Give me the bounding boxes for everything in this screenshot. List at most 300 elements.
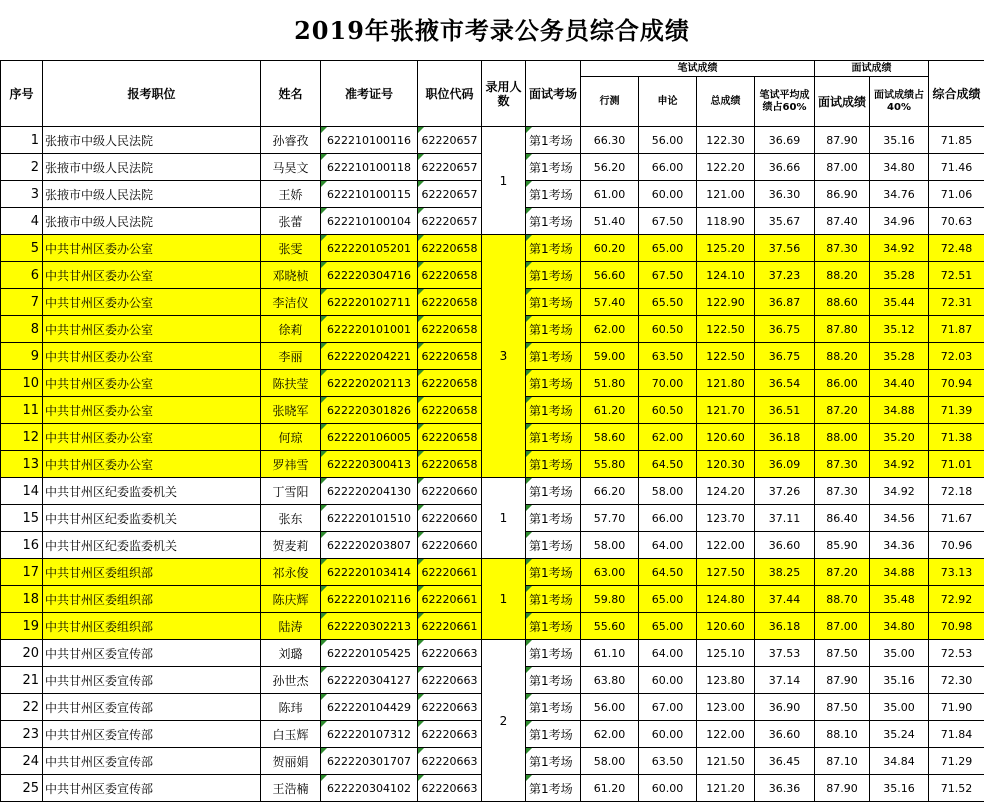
cell-pos-code: 62220657 [418, 127, 482, 154]
cell-final: 71.90 [929, 694, 984, 721]
cell-interview-pct: 34.92 [870, 451, 929, 478]
cell-position: 中共甘州区委办公室 [43, 424, 261, 451]
cell-interview-pct: 34.36 [870, 532, 929, 559]
table-body [1, 127, 984, 802]
cell-position: 张掖市中级人民法院 [43, 208, 261, 235]
cell-xingce: 61.10 [581, 640, 639, 667]
cell-seq: 19 [1, 613, 43, 640]
cell-pos-code: 62220658 [418, 451, 482, 478]
cell-written-total: 127.50 [697, 559, 755, 586]
cell-shenlun: 67.50 [639, 262, 697, 289]
cell-interview: 86.40 [815, 505, 870, 532]
cell-xingce: 55.60 [581, 613, 639, 640]
cell-shenlun: 70.00 [639, 370, 697, 397]
cell-pos-code: 62220658 [418, 262, 482, 289]
page-title: 2019年张掖市考录公务员综合成绩 [0, 0, 984, 60]
cell-interview-pct: 35.16 [870, 667, 929, 694]
cell-name: 李丽 [261, 343, 321, 370]
cell-interview-pct: 34.92 [870, 478, 929, 505]
cell-xingce: 56.00 [581, 694, 639, 721]
cell-exam-no: 622220304102 [321, 775, 418, 802]
cell-interview-pct: 34.92 [870, 235, 929, 262]
cell-interview: 87.00 [815, 154, 870, 181]
cell-interview-pct: 35.16 [870, 775, 929, 802]
cell-written-avg: 36.45 [755, 748, 815, 775]
cell-name: 刘璐 [261, 640, 321, 667]
cell-pos-code: 62220660 [418, 532, 482, 559]
cell-pos-code: 62220657 [418, 208, 482, 235]
cell-name: 孙世杰 [261, 667, 321, 694]
cell-pos-code: 62220658 [418, 289, 482, 316]
cell-venue: 第1考场 [526, 721, 581, 748]
cell-seq: 15 [1, 505, 43, 532]
cell-position: 中共甘州区委宣传部 [43, 667, 261, 694]
cell-interview-pct: 35.16 [870, 127, 929, 154]
cell-pos-code: 62220663 [418, 694, 482, 721]
cell-venue: 第1考场 [526, 532, 581, 559]
cell-interview-pct: 35.48 [870, 586, 929, 613]
cell-name: 李洁仪 [261, 289, 321, 316]
cell-written-total: 125.20 [697, 235, 755, 262]
cell-shenlun: 63.50 [639, 343, 697, 370]
cell-xingce: 56.20 [581, 154, 639, 181]
cell-pos-code: 62220658 [418, 235, 482, 262]
cell-shenlun: 60.00 [639, 721, 697, 748]
cell-venue: 第1考场 [526, 316, 581, 343]
header-shenlun: 申论 [639, 77, 697, 127]
cell-exam-no: 622210100104 [321, 208, 418, 235]
cell-written-total: 118.90 [697, 208, 755, 235]
cell-pos-code: 62220663 [418, 667, 482, 694]
cell-name: 祁永俊 [261, 559, 321, 586]
cell-written-total: 120.60 [697, 424, 755, 451]
cell-seq: 7 [1, 289, 43, 316]
cell-pos-code: 62220657 [418, 181, 482, 208]
cell-position: 中共甘州区委办公室 [43, 235, 261, 262]
cell-interview-pct: 35.00 [870, 694, 929, 721]
cell-interview-pct: 35.24 [870, 721, 929, 748]
cell-written-total: 120.60 [697, 613, 755, 640]
cell-shenlun: 64.50 [639, 559, 697, 586]
cell-final: 71.06 [929, 181, 984, 208]
cell-name: 陆涛 [261, 613, 321, 640]
cell-shenlun: 65.50 [639, 289, 697, 316]
cell-exam-no: 622220102711 [321, 289, 418, 316]
cell-position: 张掖市中级人民法院 [43, 127, 261, 154]
cell-exam-no: 622220302213 [321, 613, 418, 640]
cell-exam-no: 622220103414 [321, 559, 418, 586]
cell-interview-pct: 34.40 [870, 370, 929, 397]
cell-final: 71.52 [929, 775, 984, 802]
cell-xingce: 57.40 [581, 289, 639, 316]
cell-exam-no: 622220301826 [321, 397, 418, 424]
cell-final: 72.53 [929, 640, 984, 667]
cell-position: 中共甘州区委办公室 [43, 262, 261, 289]
cell-interview-pct: 35.28 [870, 343, 929, 370]
cell-seq: 4 [1, 208, 43, 235]
cell-written-avg: 36.18 [755, 424, 815, 451]
cell-position: 中共甘州区委组织部 [43, 586, 261, 613]
cell-venue: 第1考场 [526, 181, 581, 208]
cell-written-avg: 37.56 [755, 235, 815, 262]
cell-shenlun: 60.50 [639, 397, 697, 424]
cell-xingce: 61.20 [581, 775, 639, 802]
cell-exam-no: 622220106005 [321, 424, 418, 451]
cell-venue: 第1考场 [526, 343, 581, 370]
cell-exam-no: 622220104429 [321, 694, 418, 721]
cell-seq: 14 [1, 478, 43, 505]
cell-position: 中共甘州区委办公室 [43, 370, 261, 397]
cell-interview-pct: 34.80 [870, 613, 929, 640]
cell-written-total: 121.80 [697, 370, 755, 397]
cell-written-total: 122.50 [697, 316, 755, 343]
cell-written-total: 122.20 [697, 154, 755, 181]
cell-name: 张蕾 [261, 208, 321, 235]
cell-position: 中共甘州区纪委监委机关 [43, 532, 261, 559]
cell-venue: 第1考场 [526, 748, 581, 775]
table-row [1, 640, 984, 667]
cell-pos-code: 62220657 [418, 154, 482, 181]
cell-written-avg: 37.11 [755, 505, 815, 532]
cell-seq: 21 [1, 667, 43, 694]
cell-written-total: 122.30 [697, 127, 755, 154]
cell-written-total: 123.80 [697, 667, 755, 694]
cell-xingce: 60.20 [581, 235, 639, 262]
cell-position: 中共甘州区委宣传部 [43, 721, 261, 748]
cell-pos-code: 62220660 [418, 505, 482, 532]
cell-hires: 2 [482, 640, 526, 802]
cell-name: 罗祎雪 [261, 451, 321, 478]
cell-xingce: 66.30 [581, 127, 639, 154]
header-hires: 录用人数 [482, 61, 526, 127]
cell-venue: 第1考场 [526, 235, 581, 262]
cell-hires: 1 [482, 127, 526, 235]
cell-written-total: 124.20 [697, 478, 755, 505]
cell-name: 徐莉 [261, 316, 321, 343]
cell-written-avg: 36.75 [755, 316, 815, 343]
cell-shenlun: 67.50 [639, 208, 697, 235]
cell-shenlun: 62.00 [639, 424, 697, 451]
cell-exam-no: 622210100115 [321, 181, 418, 208]
cell-seq: 1 [1, 127, 43, 154]
cell-venue: 第1考场 [526, 127, 581, 154]
cell-venue: 第1考场 [526, 397, 581, 424]
cell-exam-no: 622220300413 [321, 451, 418, 478]
header-written-total: 总成绩 [697, 77, 755, 127]
cell-final: 71.67 [929, 505, 984, 532]
cell-interview: 87.00 [815, 613, 870, 640]
cell-venue: 第1考场 [526, 208, 581, 235]
cell-interview: 87.90 [815, 775, 870, 802]
cell-xingce: 63.00 [581, 559, 639, 586]
cell-written-total: 123.00 [697, 694, 755, 721]
cell-interview: 88.70 [815, 586, 870, 613]
cell-written-avg: 36.87 [755, 289, 815, 316]
cell-name: 何琼 [261, 424, 321, 451]
cell-xingce: 57.70 [581, 505, 639, 532]
cell-position: 中共甘州区委宣传部 [43, 640, 261, 667]
cell-xingce: 56.60 [581, 262, 639, 289]
cell-shenlun: 60.00 [639, 775, 697, 802]
cell-name: 陈庆辉 [261, 586, 321, 613]
cell-position: 中共甘州区委宣传部 [43, 748, 261, 775]
cell-interview: 87.80 [815, 316, 870, 343]
cell-xingce: 59.00 [581, 343, 639, 370]
cell-hires: 1 [482, 478, 526, 559]
cell-written-avg: 36.36 [755, 775, 815, 802]
cell-name: 张晓军 [261, 397, 321, 424]
cell-interview: 88.60 [815, 289, 870, 316]
cell-venue: 第1考场 [526, 559, 581, 586]
cell-pos-code: 62220658 [418, 343, 482, 370]
cell-xingce: 51.40 [581, 208, 639, 235]
cell-written-avg: 38.25 [755, 559, 815, 586]
cell-venue: 第1考场 [526, 262, 581, 289]
cell-xingce: 58.60 [581, 424, 639, 451]
cell-final: 71.01 [929, 451, 984, 478]
cell-name: 贺丽娟 [261, 748, 321, 775]
header-interview-score: 面试成绩 [815, 77, 870, 127]
cell-exam-no: 622220101001 [321, 316, 418, 343]
cell-written-avg: 36.69 [755, 127, 815, 154]
cell-written-avg: 37.53 [755, 640, 815, 667]
cell-position: 中共甘州区委办公室 [43, 343, 261, 370]
cell-xingce: 51.80 [581, 370, 639, 397]
cell-seq: 11 [1, 397, 43, 424]
cell-shenlun: 64.00 [639, 532, 697, 559]
cell-final: 70.96 [929, 532, 984, 559]
cell-name: 孙睿孜 [261, 127, 321, 154]
cell-interview: 87.10 [815, 748, 870, 775]
cell-interview: 85.90 [815, 532, 870, 559]
cell-xingce: 58.00 [581, 532, 639, 559]
table-row [1, 478, 984, 505]
cell-interview: 87.20 [815, 397, 870, 424]
header-position: 报考职位 [43, 61, 261, 127]
header-final: 综合成绩 [929, 61, 984, 127]
cell-seq: 16 [1, 532, 43, 559]
cell-written-avg: 37.14 [755, 667, 815, 694]
cell-name: 王娇 [261, 181, 321, 208]
cell-position: 中共甘州区委办公室 [43, 316, 261, 343]
cell-xingce: 61.00 [581, 181, 639, 208]
table-row [1, 559, 984, 586]
header-interview-pct: 面试成绩占40% [870, 77, 929, 127]
cell-pos-code: 62220661 [418, 586, 482, 613]
cell-name: 马昊文 [261, 154, 321, 181]
cell-final: 70.94 [929, 370, 984, 397]
cell-name: 白玉辉 [261, 721, 321, 748]
cell-final: 72.31 [929, 289, 984, 316]
cell-shenlun: 64.50 [639, 451, 697, 478]
cell-final: 72.30 [929, 667, 984, 694]
cell-xingce: 62.00 [581, 721, 639, 748]
cell-written-avg: 36.75 [755, 343, 815, 370]
cell-position: 中共甘州区委宣传部 [43, 694, 261, 721]
cell-interview-pct: 34.84 [870, 748, 929, 775]
cell-final: 72.18 [929, 478, 984, 505]
cell-interview: 87.40 [815, 208, 870, 235]
cell-seq: 22 [1, 694, 43, 721]
cell-interview-pct: 34.88 [870, 559, 929, 586]
cell-position: 中共甘州区委宣传部 [43, 775, 261, 802]
cell-written-total: 121.00 [697, 181, 755, 208]
cell-written-avg: 36.60 [755, 721, 815, 748]
cell-exam-no: 622220105201 [321, 235, 418, 262]
cell-written-avg: 36.30 [755, 181, 815, 208]
cell-exam-no: 622210100116 [321, 127, 418, 154]
cell-written-total: 121.70 [697, 397, 755, 424]
cell-interview: 87.20 [815, 559, 870, 586]
cell-venue: 第1考场 [526, 289, 581, 316]
cell-written-avg: 36.18 [755, 613, 815, 640]
cell-interview: 87.50 [815, 640, 870, 667]
header-interview-group: 面试成绩 [815, 61, 929, 77]
cell-written-total: 120.30 [697, 451, 755, 478]
cell-shenlun: 56.00 [639, 127, 697, 154]
cell-written-avg: 36.51 [755, 397, 815, 424]
cell-name: 贺麦莉 [261, 532, 321, 559]
cell-xingce: 58.00 [581, 748, 639, 775]
header-venue: 面试考场 [526, 61, 581, 127]
cell-final: 71.46 [929, 154, 984, 181]
cell-position: 中共甘州区委组织部 [43, 559, 261, 586]
cell-venue: 第1考场 [526, 667, 581, 694]
cell-pos-code: 62220661 [418, 613, 482, 640]
cell-seq: 25 [1, 775, 43, 802]
cell-shenlun: 58.00 [639, 478, 697, 505]
cell-exam-no: 622220301707 [321, 748, 418, 775]
cell-shenlun: 64.00 [639, 640, 697, 667]
cell-venue: 第1考场 [526, 451, 581, 478]
cell-exam-no: 622220304716 [321, 262, 418, 289]
cell-exam-no: 622220102116 [321, 586, 418, 613]
cell-name: 陈扶莹 [261, 370, 321, 397]
cell-seq: 12 [1, 424, 43, 451]
table-row [1, 127, 984, 154]
cell-final: 71.29 [929, 748, 984, 775]
header-name: 姓名 [261, 61, 321, 127]
cell-interview-pct: 34.80 [870, 154, 929, 181]
cell-venue: 第1考场 [526, 370, 581, 397]
cell-interview-pct: 34.76 [870, 181, 929, 208]
cell-final: 72.03 [929, 343, 984, 370]
cell-final: 71.39 [929, 397, 984, 424]
cell-name: 邓晓桢 [261, 262, 321, 289]
cell-venue: 第1考场 [526, 775, 581, 802]
cell-written-avg: 37.44 [755, 586, 815, 613]
cell-interview-pct: 34.88 [870, 397, 929, 424]
cell-position: 中共甘州区纪委监委机关 [43, 478, 261, 505]
cell-pos-code: 62220663 [418, 775, 482, 802]
cell-interview-pct: 35.28 [870, 262, 929, 289]
cell-seq: 17 [1, 559, 43, 586]
cell-venue: 第1考场 [526, 694, 581, 721]
cell-xingce: 66.20 [581, 478, 639, 505]
cell-xingce: 59.80 [581, 586, 639, 613]
cell-pos-code: 62220658 [418, 397, 482, 424]
cell-final: 71.84 [929, 721, 984, 748]
cell-seq: 2 [1, 154, 43, 181]
cell-seq: 24 [1, 748, 43, 775]
cell-seq: 3 [1, 181, 43, 208]
cell-position: 张掖市中级人民法院 [43, 181, 261, 208]
table-row [1, 235, 984, 262]
header-pos-code: 职位代码 [418, 61, 482, 127]
cell-venue: 第1考场 [526, 613, 581, 640]
cell-shenlun: 63.50 [639, 748, 697, 775]
header-xingce: 行测 [581, 77, 639, 127]
cell-interview-pct: 35.00 [870, 640, 929, 667]
cell-written-total: 124.10 [697, 262, 755, 289]
cell-venue: 第1考场 [526, 640, 581, 667]
cell-name: 张东 [261, 505, 321, 532]
cell-venue: 第1考场 [526, 478, 581, 505]
cell-exam-no: 622220101510 [321, 505, 418, 532]
cell-final: 71.85 [929, 127, 984, 154]
cell-position: 中共甘州区委办公室 [43, 451, 261, 478]
cell-pos-code: 62220661 [418, 559, 482, 586]
cell-final: 72.48 [929, 235, 984, 262]
cell-written-avg: 36.09 [755, 451, 815, 478]
cell-written-total: 121.50 [697, 748, 755, 775]
cell-name: 王浩楠 [261, 775, 321, 802]
cell-pos-code: 62220658 [418, 316, 482, 343]
cell-written-avg: 36.54 [755, 370, 815, 397]
cell-interview: 88.20 [815, 343, 870, 370]
cell-written-total: 122.50 [697, 343, 755, 370]
cell-seq: 6 [1, 262, 43, 289]
cell-exam-no: 622220304127 [321, 667, 418, 694]
cell-written-total: 122.90 [697, 289, 755, 316]
cell-name: 张雯 [261, 235, 321, 262]
cell-name: 丁雪阳 [261, 478, 321, 505]
cell-venue: 第1考场 [526, 424, 581, 451]
cell-interview: 87.90 [815, 127, 870, 154]
cell-position: 中共甘州区纪委监委机关 [43, 505, 261, 532]
cell-seq: 13 [1, 451, 43, 478]
cell-written-avg: 36.60 [755, 532, 815, 559]
cell-interview-pct: 35.20 [870, 424, 929, 451]
cell-written-avg: 36.66 [755, 154, 815, 181]
cell-pos-code: 62220663 [418, 640, 482, 667]
cell-interview-pct: 34.96 [870, 208, 929, 235]
cell-final: 70.98 [929, 613, 984, 640]
cell-shenlun: 67.00 [639, 694, 697, 721]
cell-interview: 87.30 [815, 235, 870, 262]
cell-exam-no: 622210100118 [321, 154, 418, 181]
cell-exam-no: 622220105425 [321, 640, 418, 667]
cell-final: 72.51 [929, 262, 984, 289]
cell-interview-pct: 35.12 [870, 316, 929, 343]
cell-exam-no: 622220202113 [321, 370, 418, 397]
cell-written-total: 125.10 [697, 640, 755, 667]
cell-interview: 88.10 [815, 721, 870, 748]
cell-written-total: 124.80 [697, 586, 755, 613]
cell-interview: 86.00 [815, 370, 870, 397]
cell-written-avg: 35.67 [755, 208, 815, 235]
cell-written-avg: 37.26 [755, 478, 815, 505]
cell-shenlun: 60.50 [639, 316, 697, 343]
cell-hires: 3 [482, 235, 526, 478]
cell-name: 陈玮 [261, 694, 321, 721]
cell-hires: 1 [482, 559, 526, 640]
cell-shenlun: 60.00 [639, 181, 697, 208]
cell-written-total: 121.20 [697, 775, 755, 802]
cell-pos-code: 62220663 [418, 748, 482, 775]
cell-final: 72.92 [929, 586, 984, 613]
cell-position: 中共甘州区委办公室 [43, 397, 261, 424]
